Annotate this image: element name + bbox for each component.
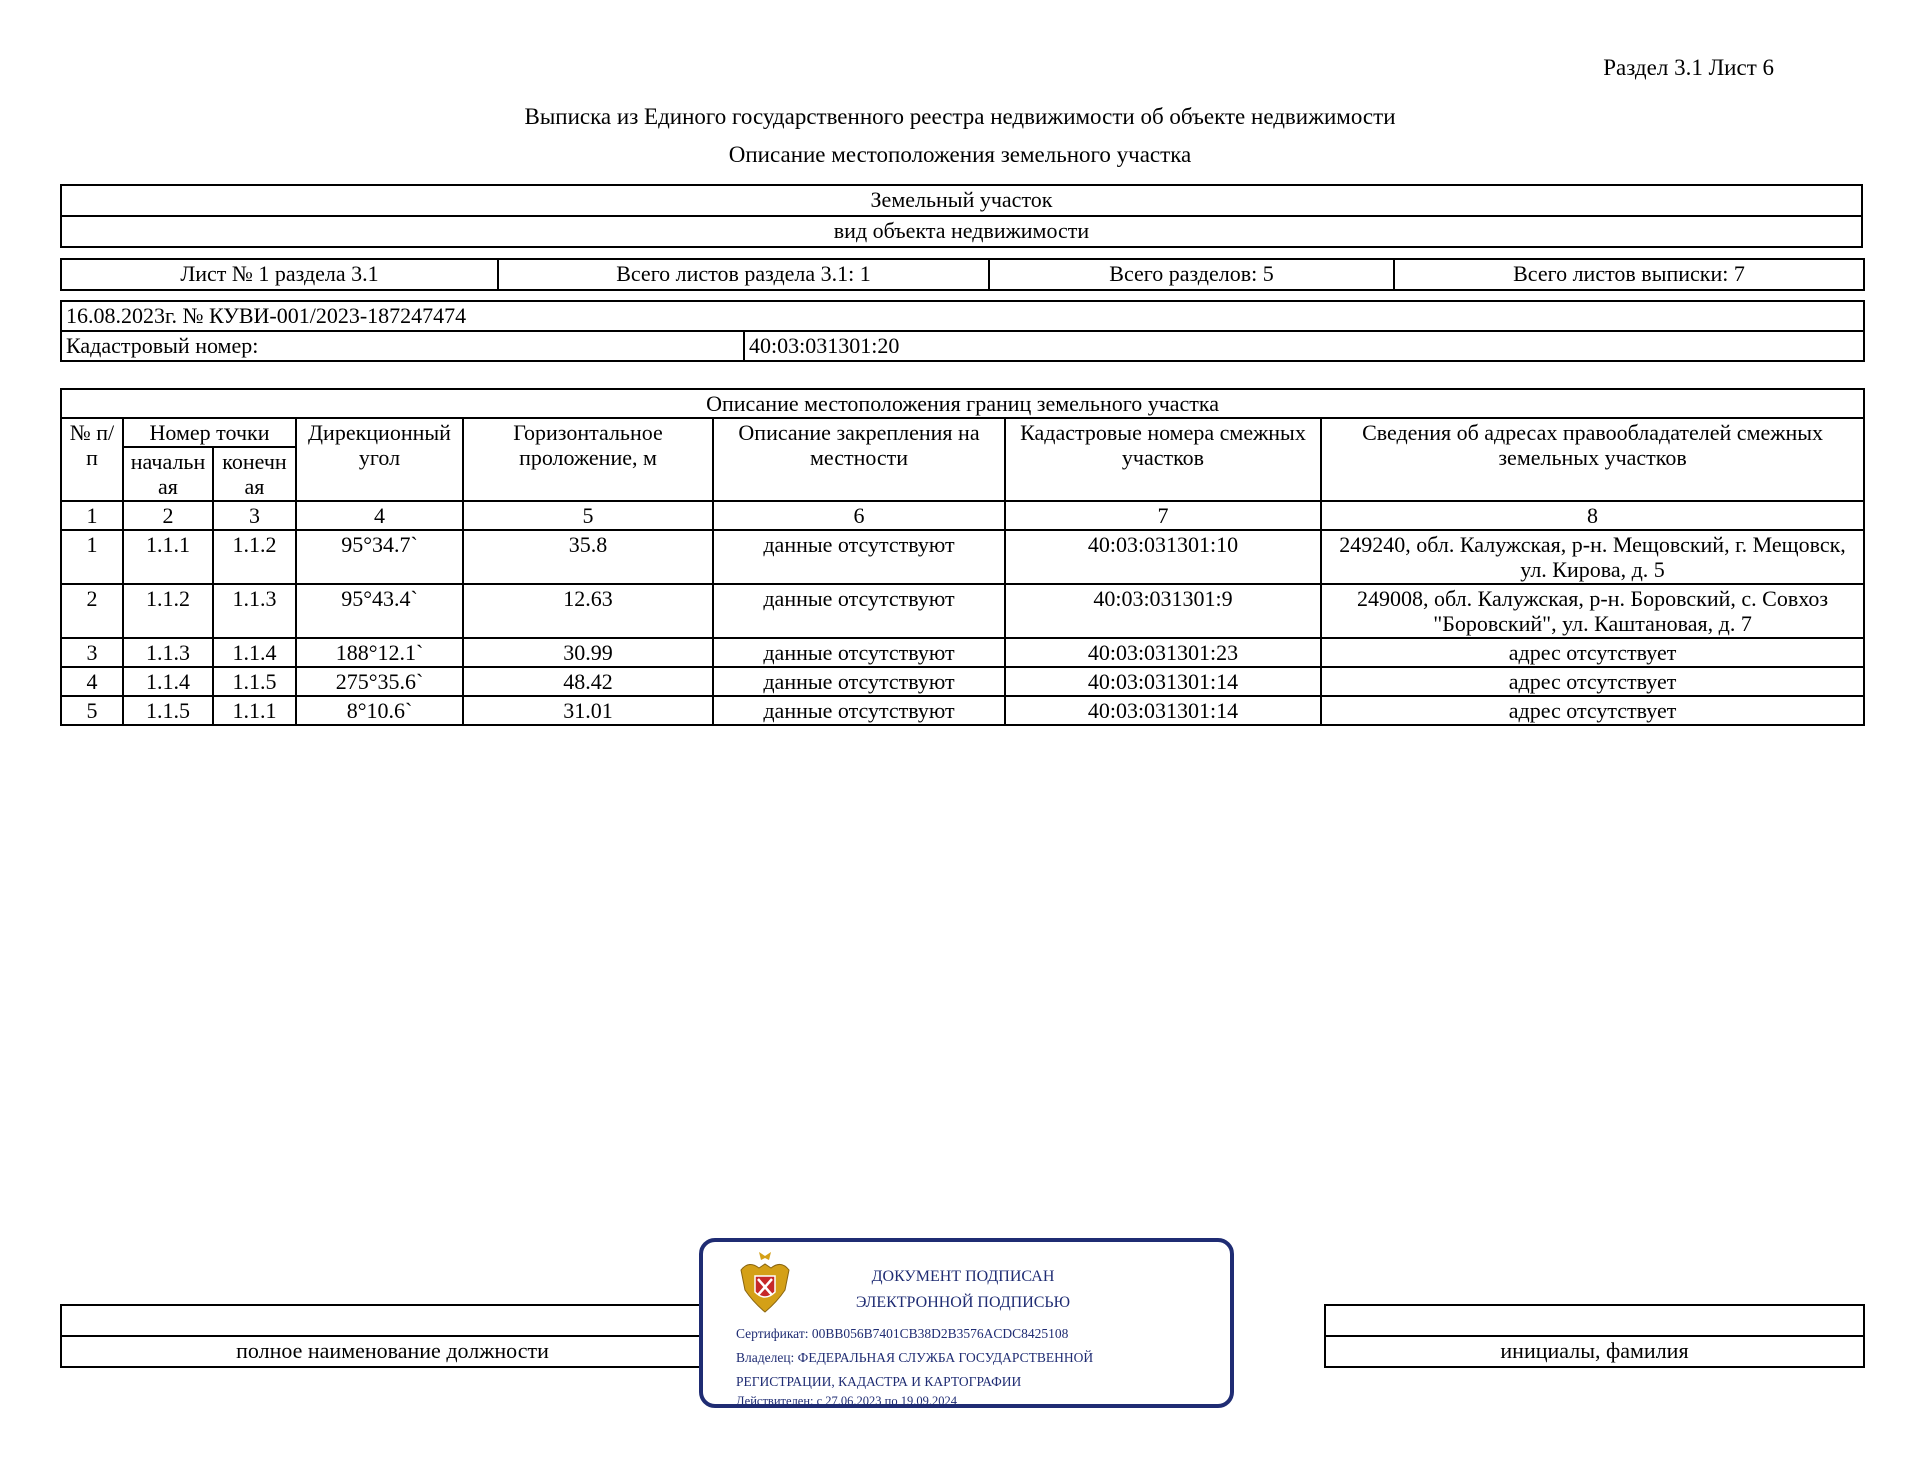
row-num: 4 bbox=[61, 667, 123, 696]
row-address: адрес отсутствует bbox=[1321, 667, 1864, 696]
table-row bbox=[61, 696, 1864, 725]
object-caption: вид объекта недвижимости bbox=[61, 216, 1862, 247]
col-number: 6 bbox=[713, 501, 1005, 530]
stamp-owner-line1: Владелец: ФЕДЕРАЛЬНАЯ СЛУЖБА ГОСУДАРСТВЕННОЙ bbox=[736, 1350, 1094, 1365]
document-title: Выписка из Единого государственного реестра недвижимости об объекте недвижимости bbox=[524, 104, 1396, 129]
row-neighbor: 40:03:031301:14 bbox=[1005, 667, 1321, 696]
col-number: 4 bbox=[296, 501, 463, 530]
cadastral-number: 40:03:031301:20 bbox=[744, 331, 1864, 361]
header-start: начальн ая bbox=[123, 447, 213, 501]
identification-table bbox=[60, 300, 1865, 362]
sheet-number: Лист № 1 раздела 3.1 bbox=[61, 259, 498, 290]
coat-of-arms-icon bbox=[735, 1250, 795, 1316]
object-type-table bbox=[60, 184, 1863, 248]
row-fixing: данные отсутствуют bbox=[713, 530, 1005, 584]
row-end-point: 1.1.1 bbox=[213, 696, 296, 725]
row-angle: 8°10.6` bbox=[296, 696, 463, 725]
row-length: 35.8 bbox=[463, 530, 713, 584]
stamp-valid: Действителен: с 27.06.2023 по 19.09.2024 bbox=[736, 1394, 957, 1408]
column-numbers-row bbox=[61, 501, 1864, 530]
total-section-sheets: Всего листов раздела 3.1: 1 bbox=[498, 259, 989, 290]
boundaries-title: Описание местоположения границ земельного участка bbox=[61, 389, 1864, 418]
col-number: 5 bbox=[463, 501, 713, 530]
document-subtitle: Описание местоположения земельного участка bbox=[728, 142, 1192, 167]
row-num: 5 bbox=[61, 696, 123, 725]
row-neighbor: 40:03:031301:23 bbox=[1005, 638, 1321, 667]
header-angle: Дирекционный угол bbox=[296, 418, 463, 501]
row-angle: 95°34.7` bbox=[296, 530, 463, 584]
row-start-point: 1.1.2 bbox=[123, 584, 213, 638]
boundaries-table bbox=[60, 388, 1865, 726]
row-fixing: данные отсутствуют bbox=[713, 667, 1005, 696]
row-start-point: 1.1.1 bbox=[123, 530, 213, 584]
total-sections: Всего разделов: 5 bbox=[989, 259, 1394, 290]
row-neighbor: 40:03:031301:14 bbox=[1005, 696, 1321, 725]
header-addresses: Сведения об адресах правообладателей смежных земельных участков bbox=[1321, 418, 1864, 501]
row-end-point: 1.1.4 bbox=[213, 638, 296, 667]
col-number: 1 bbox=[61, 501, 123, 530]
row-neighbor: 40:03:031301:10 bbox=[1005, 530, 1321, 584]
row-angle: 188°12.1` bbox=[296, 638, 463, 667]
row-address: адрес отсутствует bbox=[1321, 638, 1864, 667]
total-extract-sheets: Всего листов выписки: 7 bbox=[1394, 259, 1864, 290]
header-neighbors: Кадастровые номера смежных участков bbox=[1005, 418, 1321, 501]
row-length: 31.01 bbox=[463, 696, 713, 725]
row-angle: 275°35.6` bbox=[296, 667, 463, 696]
row-end-point: 1.1.3 bbox=[213, 584, 296, 638]
col-number: 7 bbox=[1005, 501, 1321, 530]
row-end-point: 1.1.2 bbox=[213, 530, 296, 584]
table-row bbox=[61, 667, 1864, 696]
header-num: № п/п bbox=[61, 418, 123, 501]
cadastral-label: Кадастровый номер: bbox=[61, 331, 744, 361]
row-address: 249008, обл. Калужская, р-н. Боровский, с. Совхоз "Боровский", ул. Каштановая, д. 7 bbox=[1321, 584, 1864, 638]
row-fixing: данные отсутствуют bbox=[713, 638, 1005, 667]
object-name: Земельный участок bbox=[61, 185, 1862, 216]
row-num: 1 bbox=[61, 530, 123, 584]
stamp-owner-line2: РЕГИСТРАЦИИ, КАДАСТРА И КАРТОГРАФИИ bbox=[736, 1374, 1022, 1389]
stamp-line2: ЭЛЕКТРОННОЙ ПОДПИСЬЮ bbox=[855, 1294, 1071, 1311]
col-number: 3 bbox=[213, 501, 296, 530]
col-number: 8 bbox=[1321, 501, 1864, 530]
page-header: Раздел 3.1 Лист 6 bbox=[1603, 55, 1774, 80]
row-angle: 95°43.4` bbox=[296, 584, 463, 638]
row-length: 48.42 bbox=[463, 667, 713, 696]
row-fixing: данные отсутствуют bbox=[713, 696, 1005, 725]
header-point: Номер точки bbox=[123, 418, 296, 447]
row-num: 3 bbox=[61, 638, 123, 667]
table-row bbox=[61, 530, 1864, 584]
row-length: 30.99 bbox=[463, 638, 713, 667]
name-caption: инициалы, фамилия bbox=[1325, 1336, 1864, 1367]
row-start-point: 1.1.5 bbox=[123, 696, 213, 725]
name-line bbox=[1325, 1305, 1864, 1336]
position-line bbox=[61, 1305, 724, 1336]
position-caption: полное наименование должности bbox=[61, 1336, 724, 1367]
sheets-info-table bbox=[60, 258, 1865, 291]
row-start-point: 1.1.4 bbox=[123, 667, 213, 696]
row-neighbor: 40:03:031301:9 bbox=[1005, 584, 1321, 638]
header-fixing: Описание закрепления на местности bbox=[713, 418, 1005, 501]
stamp-certificate: Сертификат: 00BB056B7401CB38D2B3576ACDC8425108 bbox=[736, 1326, 1069, 1341]
electronic-signature-stamp bbox=[699, 1238, 1234, 1408]
row-num: 2 bbox=[61, 584, 123, 638]
header-end: конечн ая bbox=[213, 447, 296, 501]
row-address: 249240, обл. Калужская, р-н. Мещовский, г. Мещовск, ул. Кирова, д. 5 bbox=[1321, 530, 1864, 584]
row-end-point: 1.1.5 bbox=[213, 667, 296, 696]
stamp-line1: ДОКУМЕНТ ПОДПИСАН bbox=[871, 1268, 1055, 1285]
row-length: 12.63 bbox=[463, 584, 713, 638]
extract-date-number: 16.08.2023г. № КУВИ-001/2023-187247474 bbox=[61, 301, 1864, 331]
table-row bbox=[61, 584, 1864, 638]
col-number: 2 bbox=[123, 501, 213, 530]
row-address: адрес отсутствует bbox=[1321, 696, 1864, 725]
row-fixing: данные отсутствуют bbox=[713, 584, 1005, 638]
row-start-point: 1.1.3 bbox=[123, 638, 213, 667]
table-row bbox=[61, 638, 1864, 667]
header-length: Горизонтальное проложение, м bbox=[463, 418, 713, 501]
